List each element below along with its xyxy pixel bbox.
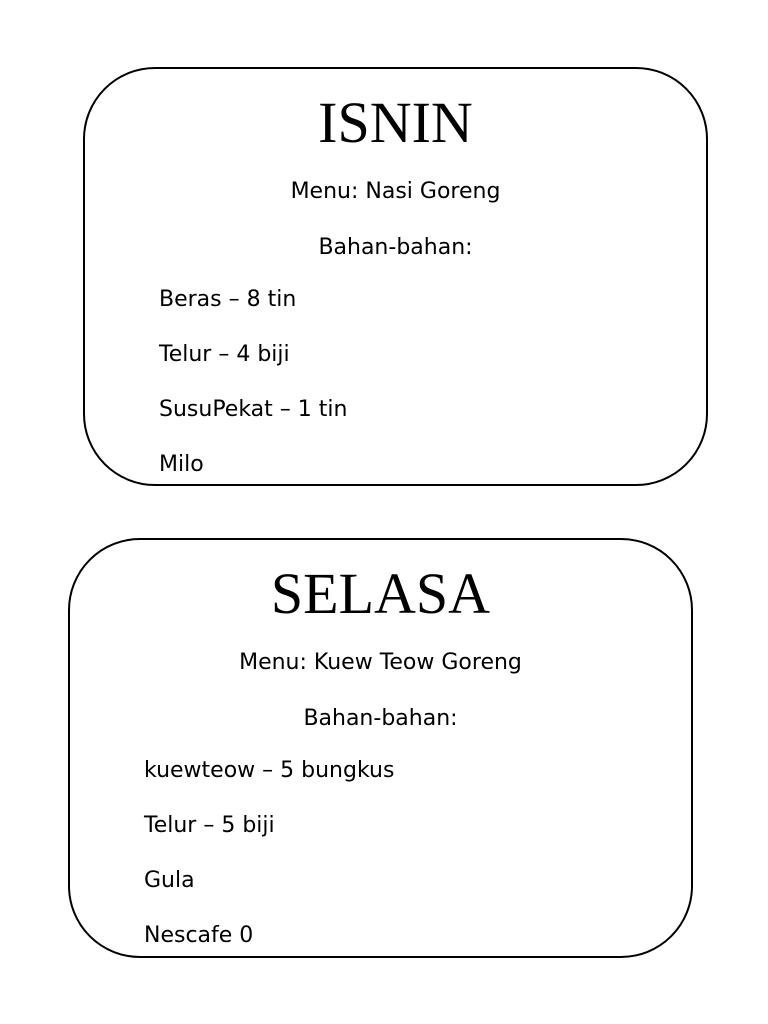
ingredients-list (144, 760, 394, 980)
day-card-isnin (83, 67, 708, 486)
ingredient-item: kuewteow – 5 bungkus (144, 758, 395, 783)
menu-line: Menu: Nasi Goreng (290, 179, 501, 204)
ingredients-list (159, 289, 347, 509)
ingredients-heading: Bahan-bahan: (303, 706, 458, 731)
menu-line: Menu: Kuew Teow Goreng (239, 650, 522, 675)
ingredient-item: Milo (159, 452, 204, 477)
ingredient-item: Nescafe 0 (144, 923, 254, 948)
ingredients-heading: Bahan-bahan: (318, 235, 473, 260)
ingredient-item: Beras – 8 tin (159, 287, 297, 312)
ingredient-item: Telur – 5 biji (144, 813, 275, 838)
day-title: SELASA (270, 561, 491, 626)
ingredient-item: SusuPekat – 1 tin (159, 397, 348, 422)
day-title: ISNIN (318, 90, 473, 155)
ingredient-item: Gula (144, 868, 195, 893)
day-card-selasa (68, 538, 693, 958)
ingredient-item: Telur – 4 biji (159, 342, 290, 367)
